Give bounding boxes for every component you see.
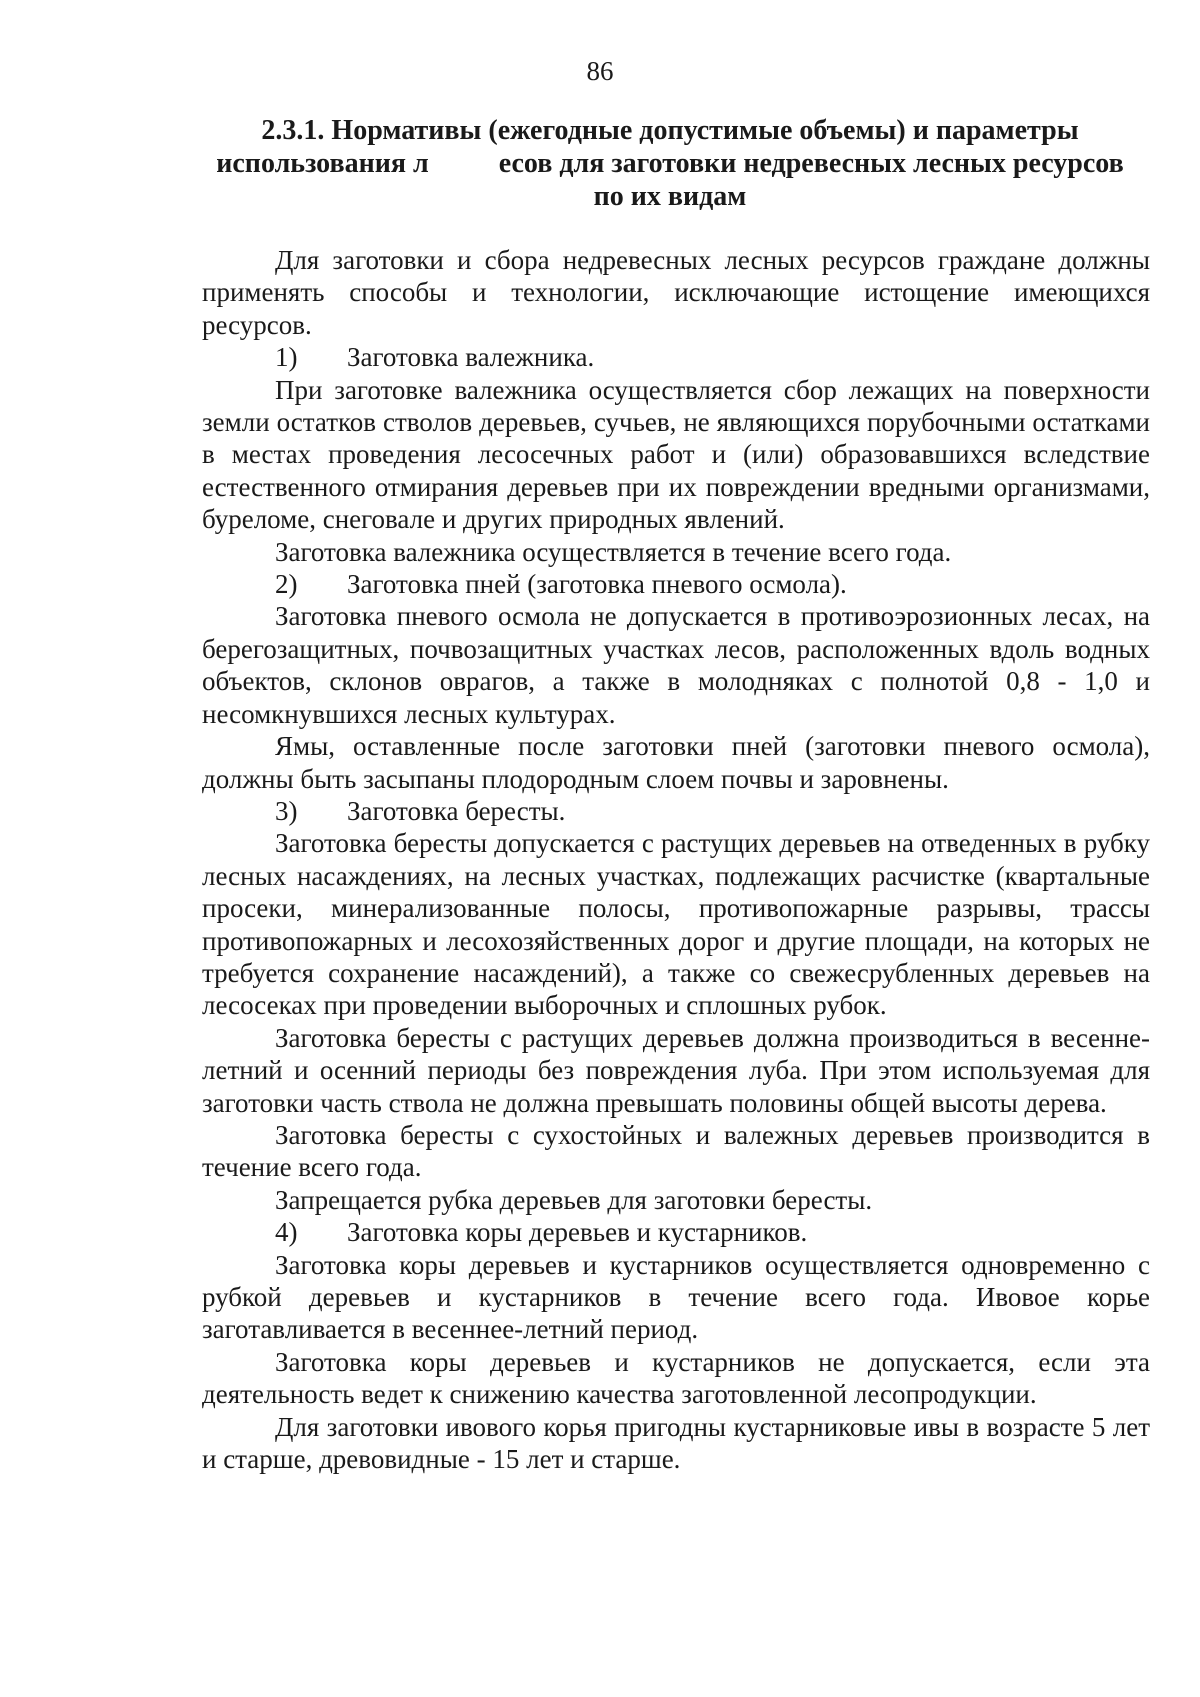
- paragraph: Заготовка коры деревьев и кустарников не допускается, если эта деятельность ведет к снижению качества заготовленной лесопродукции.: [202, 1346, 1150, 1410]
- paragraph: Заготовка бересты допускается с растущих деревьев на отведенных в рубку лесных насаждениях, на лесных участках, подлежащих расчистке (квартальные просеки, минерализованные полосы, противопожарные разрывы, трассы противопожарных и лесохозяйственных дорог и другие площади, на которых не требуется сохранение насаждений), а также со свежесрубленных деревьев на лесосеках при проведении выборочных и сплошных рубок.: [202, 828, 1150, 1021]
- list-item: [202, 795, 1150, 827]
- heading-line-3: по их видам: [593, 181, 747, 212]
- list-item-text: Заготовка коры деревьев и кустарников.: [347, 1217, 808, 1248]
- paragraph: Заготовка бересты с сухостойных и валежных деревьев производится в течение всего года.: [202, 1119, 1150, 1183]
- list-item: [202, 341, 1150, 373]
- paragraph: Запрещается рубка деревьев для заготовки бересты.: [275, 1184, 873, 1215]
- heading-line-2: использования л есов для заготовки недревесных лесных ресурсов: [216, 148, 1124, 179]
- paragraph: Для заготовки ивового корья пригодны кустарниковые ивы в возрасте 5 лет и старше, древовидные - 15 лет и старше.: [202, 1411, 1150, 1475]
- paragraph: Для заготовки и сбора недревесных лесных ресурсов граждане должны применять способы и технологии, исключающие истощение имеющихся ресурсов.: [202, 245, 1150, 340]
- list-item-number: 1): [275, 342, 298, 373]
- list-item: [202, 568, 1150, 600]
- paragraph: При заготовке валежника осуществляется сбор лежащих на поверхности земли остатков стволов деревьев, сучьев, не являющихся порубочными остатками в местах проведения лесосечных работ и (или) образовавшихся вследствие естественного отмирания деревьев при их повреждении вредными организмами, буреломе, снеговале и других природных явлений.: [202, 374, 1150, 535]
- paragraph: Заготовка коры деревьев и кустарников осуществляется одновременно с рубкой деревьев и кустарников в течение всего года. Ивовое корье заготавливается в весеннее-летний период.: [202, 1249, 1150, 1345]
- list-item-number: 3): [275, 795, 298, 826]
- paragraph: Заготовка пневого осмола не допускается в противоэрозионных лесах, на берегозащитных, почвозащитных участках лесов, расположенных вдоль водных объектов, склонов оврагов, а также в молодняках с полнотой 0,8 - 1,0 и несомкнувшихся лесных культурах.: [202, 601, 1150, 729]
- list-item-text: Заготовка пней (заготовка пневого осмола).: [347, 569, 847, 600]
- section-heading: [190, 114, 1150, 213]
- page-number: 86: [586, 56, 614, 86]
- heading-line-1: 2.3.1. Нормативы (ежегодные допустимые объемы) и параметры: [261, 115, 1079, 146]
- list-item-number: 2): [275, 569, 298, 600]
- paragraph: Заготовка бересты с растущих деревьев должна производиться в весенне-летний и осенний периоды без повреждения луба. При этом используемая для заготовки часть ствола не должна превышать половины общей высоты дерева.: [202, 1022, 1150, 1118]
- document-body: [202, 244, 1150, 1475]
- list-item-number: 4): [275, 1217, 298, 1248]
- list-item-text: Заготовка валежника.: [347, 342, 595, 373]
- list-item-text: Заготовка бересты.: [347, 795, 566, 826]
- list-item: [202, 1216, 1150, 1248]
- paragraph: Заготовка валежника осуществляется в течение всего года.: [275, 536, 952, 567]
- paragraph: Ямы, оставленные после заготовки пней (заготовки пневого осмола), должны быть засыпаны плодородным слоем почвы и заровнены.: [202, 731, 1150, 794]
